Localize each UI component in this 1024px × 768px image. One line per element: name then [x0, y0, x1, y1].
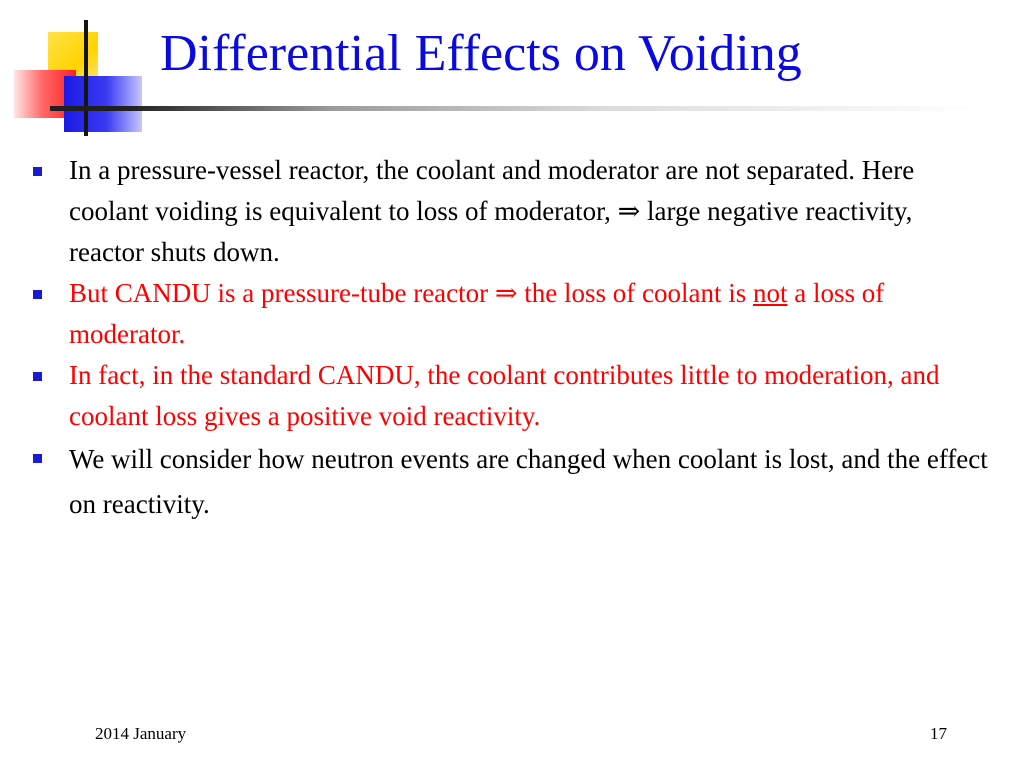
slide-number: 17	[930, 724, 947, 743]
title-underline-rule	[50, 106, 982, 111]
square-bullet-icon	[33, 454, 42, 463]
bullet-item-pressure-vessel	[28, 150, 990, 273]
bullet-list	[28, 150, 990, 527]
bullet-item-positive-void-reactivity	[28, 355, 990, 437]
slide-title: Differential Effects on Voiding	[160, 25, 802, 82]
bullet-text: a loss of moderator.	[69, 278, 885, 349]
bullet-text: But CANDU is a pressure-tube reactor	[69, 278, 495, 308]
bullet-text: We will consider how neutron events are changed when coolant is lost, and the effect on reactivity.	[69, 444, 988, 519]
bullet-item-neutron-events	[28, 437, 990, 527]
bullet-text: In fact, in the standard CANDU, the coolant contributes little to moderation, and coolant loss gives a positive void reactivity.	[69, 360, 940, 431]
logo-vertical-line	[84, 20, 88, 136]
square-bullet-icon	[33, 290, 42, 299]
square-bullet-icon	[33, 372, 42, 381]
emphasis-not: not	[753, 278, 788, 308]
bullet-text: the loss of coolant is	[517, 278, 753, 308]
implies-arrow: ⇒	[494, 278, 518, 308]
bullet-text: In a pressure-vessel reactor, the coolant and moderator are not separated. Here coolant voiding is equivalent to loss of moderator,	[69, 155, 915, 226]
implies-arrow: ⇒	[617, 196, 641, 226]
bullet-text: large negative reactivity, reactor shuts down.	[69, 196, 913, 267]
footer-date: 2014 January	[95, 724, 187, 743]
bullet-item-candu-pressure-tube	[28, 273, 990, 355]
logo-blue-block	[64, 76, 142, 132]
square-bullet-icon	[33, 167, 42, 176]
